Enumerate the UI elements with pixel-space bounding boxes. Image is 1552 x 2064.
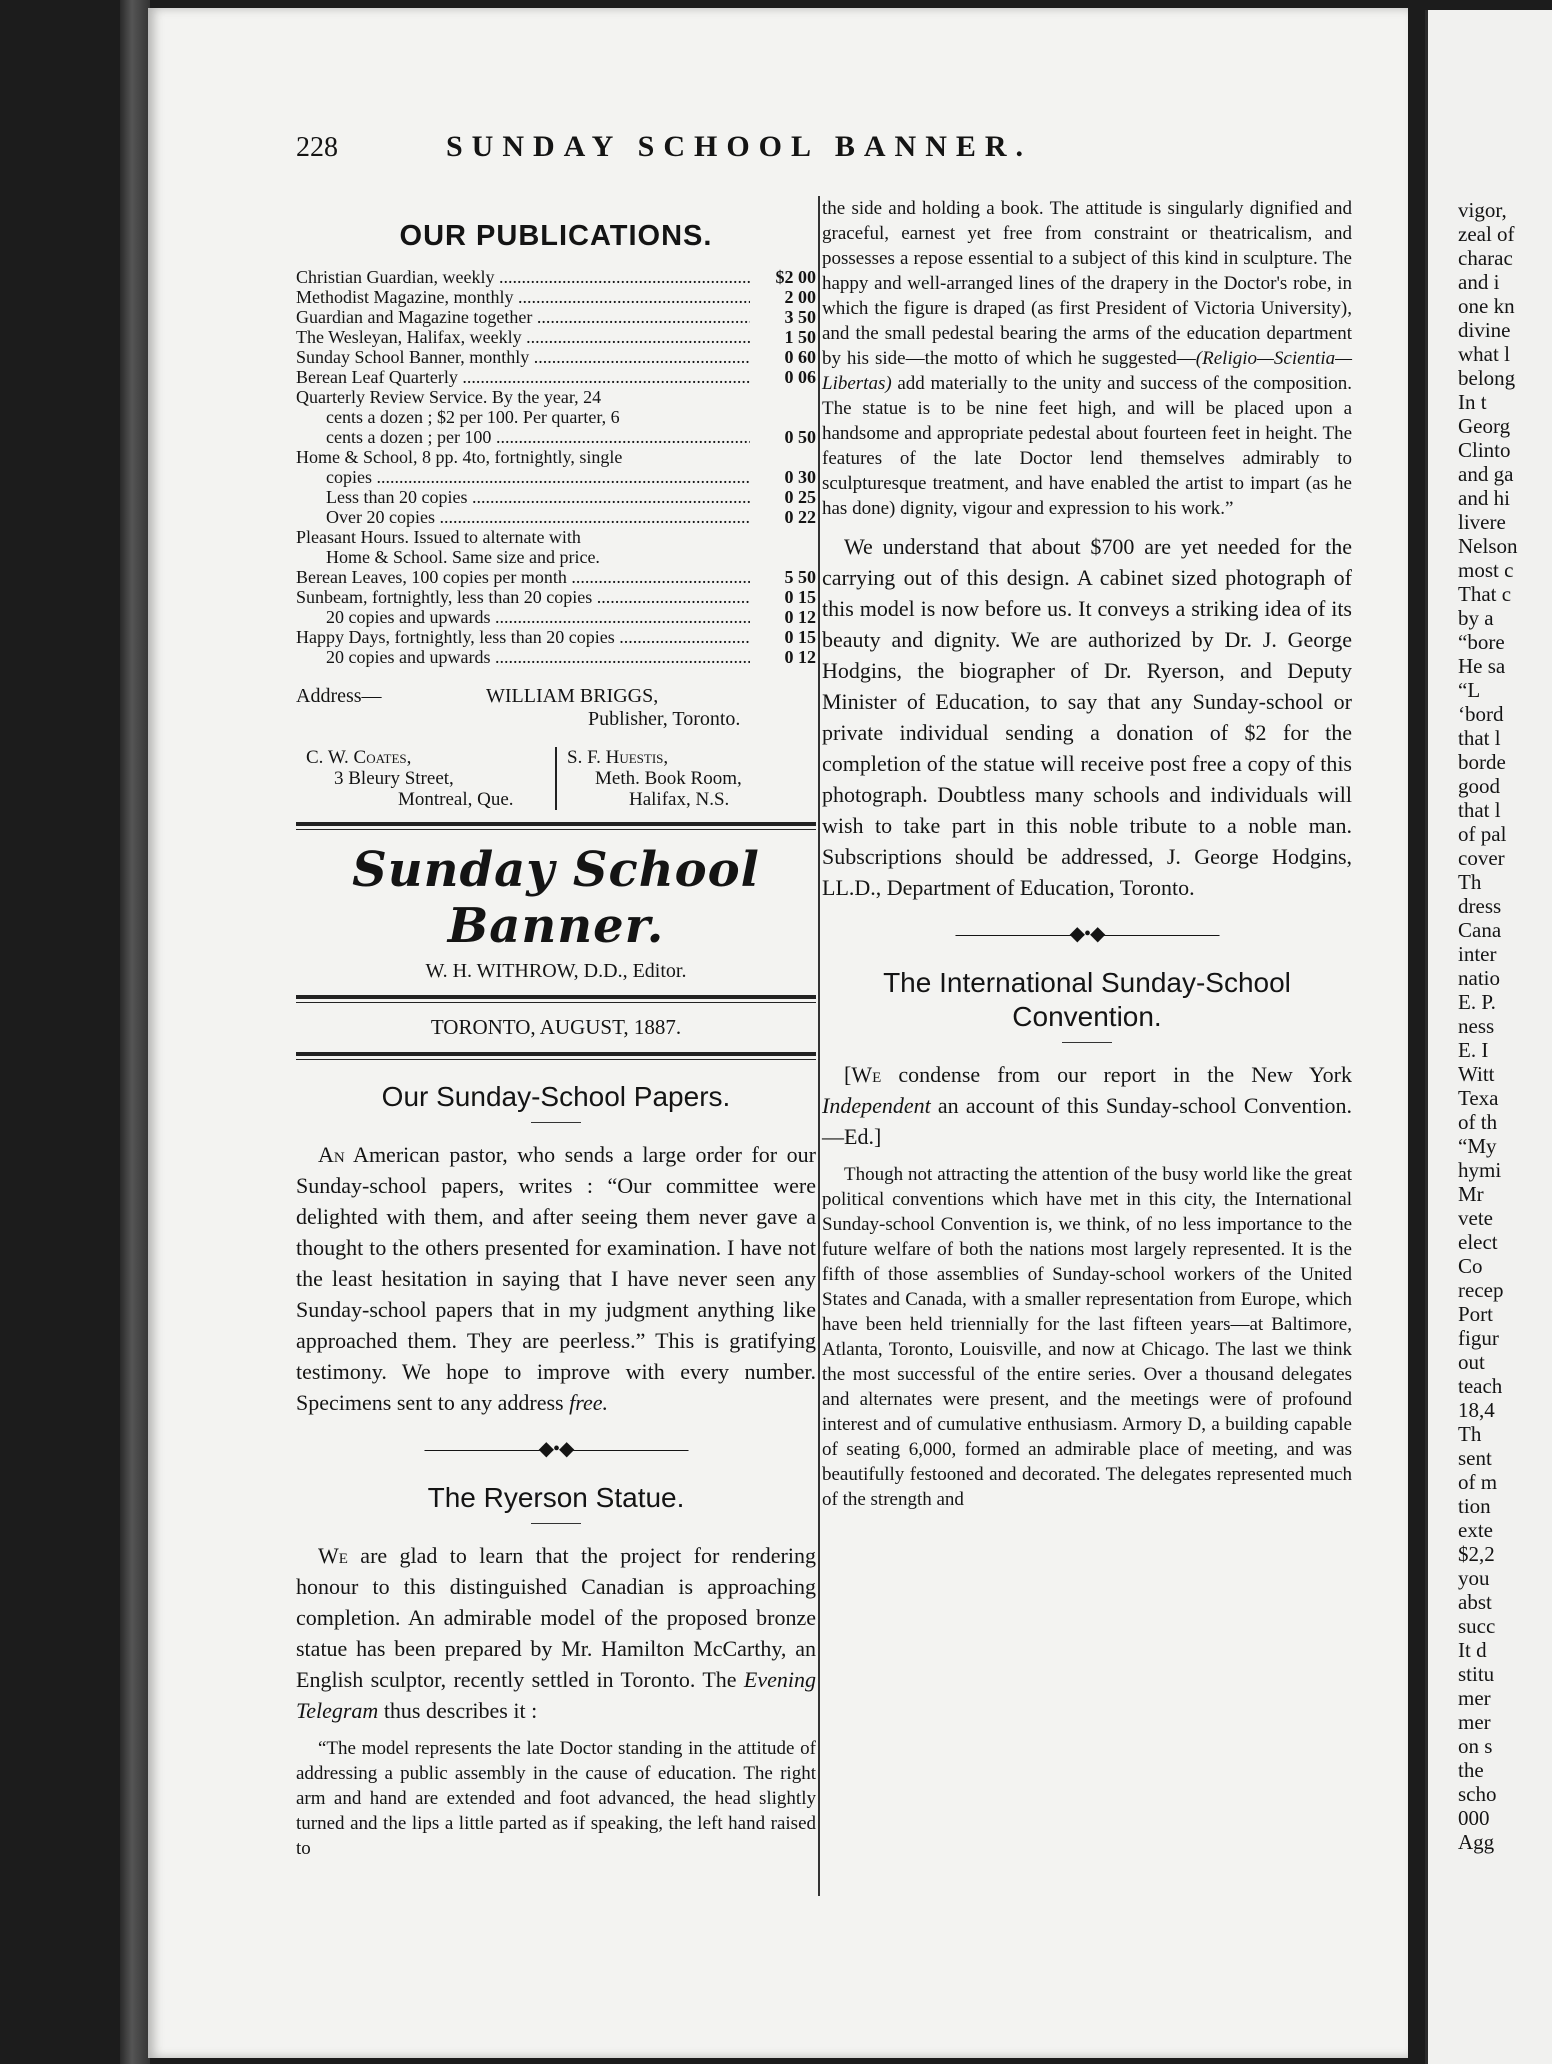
dateline: TORONTO, AUGUST, 1887. (430, 1015, 682, 1039)
publication-row (296, 487, 816, 507)
emphasis-text: (Religio—Scientia—Libertas) (822, 348, 1352, 394)
facing-line: Texa (1458, 1086, 1499, 1110)
publication-name: Sunday School Banner, monthly ..... (296, 347, 750, 367)
publication-price (750, 407, 816, 427)
facing-line: you (1458, 1566, 1490, 1590)
agents-block (296, 747, 816, 810)
facing-line: mer (1458, 1686, 1491, 1710)
paragraph-text: condense from our report in the New York (881, 1062, 1352, 1087)
facing-line: That c (1458, 582, 1512, 606)
article-paragraph: We understand that about $700 are yet needed for the carrying out of this design. A cabinet sized photograph of this model is now before us. It conveys a striking idea of its beauty and dignity. We are authorized by Dr. J. George Hodgins, the biographer of Dr. Ryerson, and Deputy Minister of Education, to say that any Sunday-school or private individual sending a donation of $2 for the completion of the statue will receive post free a copy of this photograph. Doubtless many schools and individuals will wish to take part in this noble tribute to a noble man. Subscriptions should be addressed, J. George Hodgins, LL.D., Department of Education, Toronto. (822, 534, 1352, 900)
publication-price: 0 25 (784, 487, 816, 507)
facing-line: In t (1458, 390, 1487, 414)
facing-line: 18,4 (1458, 1398, 1495, 1422)
publication-row (296, 267, 816, 287)
facing-line: and i (1458, 270, 1500, 294)
publication-row (296, 287, 816, 307)
paragraph-text: thus describes it : (378, 1698, 538, 1723)
publication-name: 20 copies and upwards ..... (296, 647, 750, 667)
facing-line: mer (1458, 1710, 1491, 1734)
publication-name: cents a dozen ; per 100 ..... (296, 427, 750, 447)
publication-price: 5 50 (784, 567, 816, 587)
publication-row (296, 507, 816, 527)
facing-line: figur (1458, 1326, 1499, 1350)
quote-paragraph: “The model represents the late Doctor standing in the attitude of addressing a public assembly in the cause of education. The right arm and hand are extended and foot advanced, the head slightly turned and the lips a little parted as if speaking, the left hand raised to (296, 1738, 816, 1859)
title-dash (1062, 1042, 1112, 1043)
column-divider (818, 196, 820, 1896)
publication-name: Berean Leaf Quarterly ..... (296, 367, 750, 387)
article-title: Our Sunday-School Papers. (381, 1081, 731, 1112)
facing-line: hymi (1458, 1158, 1502, 1182)
facing-line: “My (1458, 1134, 1497, 1158)
agent-name: C. W. Coates, (306, 747, 412, 768)
lead-word: We (318, 1543, 348, 1568)
facing-line: $2,2 (1458, 1542, 1495, 1566)
facing-line: cover (1458, 846, 1505, 870)
facing-line: Clinto (1458, 438, 1511, 462)
editor-note (822, 1059, 1352, 1152)
publication-row (296, 347, 816, 367)
masthead-title: Sunday School Banner. (352, 842, 760, 954)
facing-line: belong (1458, 366, 1516, 390)
publication-row (296, 447, 816, 467)
facing-line: Witt (1458, 1062, 1495, 1086)
publication-price (750, 547, 816, 567)
facing-line: divine (1458, 318, 1511, 342)
publication-price: 0 12 (784, 647, 816, 667)
facing-line: and ga (1458, 462, 1514, 486)
facing-line: sent (1458, 1446, 1492, 1470)
right-column (822, 196, 1352, 1522)
double-rule (296, 995, 816, 1003)
facing-line: ‘bord (1458, 702, 1504, 726)
address-block (296, 685, 816, 731)
facing-line: Port (1458, 1302, 1494, 1326)
publication-name: copies ..... (296, 467, 750, 487)
agent-montreal (296, 747, 555, 810)
facing-line: good (1458, 774, 1500, 798)
publication-price: 0 15 (784, 627, 816, 647)
emphasis-text: free. (569, 1390, 608, 1415)
publication-price: 0 06 (784, 367, 816, 387)
publisher-name: WILLIAM BRIGGS, (486, 685, 659, 707)
article-paragraph: Though not attracting the attention of the busy world like the great political conventions which have met in this city, the International Sunday-school Convention is, we think, of no less importance to the future welfare of both the nations most largely represented. It is the fifth of those assemblies of Sunday-school workers of the United States and Canada, with a smaller representation from Europe, which have been held triennially for the last fifteen years—at Baltimore, Atlanta, Toronto, Louisville, and now at Chicago. The last we think the most successful of the entire series. Over a thousand delegates and alternates were present, and the meetings were of profound interest and of cumulative enthusiasm. Armory D, a building capable of seating 6,000, formed an admirable place of meeting, and was beautifully festooned and decorated. The delegates represented much of the strength and (822, 1164, 1352, 1510)
publication-name: Happy Days, fortnightly, less than 20 copies ..... (296, 627, 750, 647)
publication-row (296, 647, 816, 667)
facing-page (1425, 10, 1552, 2064)
publication-name: Pleasant Hours. Issued to alternate with (296, 527, 581, 547)
facing-line: 000 (1458, 1806, 1490, 1830)
paragraph-text: the side and holding a book. The attitude is singularly dignified and graceful, earnest yet free from constraint or theatricalism, and possesses a repose essential to a subject of this kind in sculpture. The happy and well-arranged lines of the drapery in the Doctor's robe, in which the figure is draped (as first President of Victoria University), and the small pedestal bearing the arms of the education department by his side—the motto of which he suggested— (822, 198, 1352, 369)
facing-line: dress (1458, 894, 1502, 918)
publication-price: 0 60 (784, 347, 816, 367)
publication-name: Christian Guardian, weekly ..... (296, 267, 750, 287)
publication-price: 0 50 (784, 427, 816, 447)
facing-line: inter (1458, 942, 1497, 966)
publication-price: 2 00 (784, 287, 816, 307)
facing-line: most c (1458, 558, 1514, 582)
publication-row (296, 327, 816, 347)
facing-line: teach (1458, 1374, 1503, 1398)
facing-line: vigor, (1458, 198, 1507, 222)
publication-price: 0 15 (784, 587, 816, 607)
publication-name: Home & School. Same size and price. (326, 547, 600, 567)
article-paragraph (296, 1540, 816, 1726)
article-title: The Ryerson Statue. (427, 1482, 685, 1513)
facing-line: Cana (1458, 918, 1502, 942)
agent-line: Montreal, Que. (398, 789, 514, 810)
paragraph-text: are glad to learn that the project for rendering honour to this distinguished Canadian is approaching completion. An admirable model of the proposed bronze statue has been prepared by Mr. Hamilton McCarthy, an English sculptor, recently settled in Toronto. The (296, 1543, 816, 1692)
editor-line: W. H. WITHROW, D.D., Editor. (425, 960, 687, 982)
publication-price: 3 50 (784, 307, 816, 327)
agent-halifax (555, 747, 816, 810)
agent-line: 3 Bleury Street, (334, 768, 454, 789)
lead-word: An (318, 1142, 345, 1167)
publications-list (296, 267, 816, 667)
facing-line: Agg (1458, 1830, 1495, 1854)
facing-line: that l (1458, 726, 1501, 750)
publication-price: 0 12 (784, 607, 816, 627)
facing-line: E. P. (1458, 990, 1496, 1014)
facing-line: what l (1458, 342, 1510, 366)
article-title: The International Sunday-School Convention. (883, 967, 1291, 1032)
address-label: Address— (296, 685, 382, 707)
facing-line: Co (1458, 1254, 1483, 1278)
facing-line: borde (1458, 750, 1506, 774)
facing-line: exte (1458, 1518, 1493, 1542)
facing-line: charac (1458, 246, 1513, 270)
publication-row (296, 527, 816, 547)
publisher-place: Publisher, Toronto. (588, 708, 741, 730)
facing-page-text (1428, 198, 1552, 1854)
publication-name: Sunbeam, fortnightly, less than 20 copies ..... (296, 587, 750, 607)
facing-line: He sa (1458, 654, 1506, 678)
publication-price: 0 22 (784, 507, 816, 527)
ornament-divider (296, 1436, 816, 1461)
publication-row (296, 407, 816, 427)
emphasis-text: Evening Telegram (296, 1667, 816, 1723)
publication-name: Methodist Magazine, monthly ..... (296, 287, 750, 307)
publication-row (296, 627, 816, 647)
publication-name: Berean Leaves, 100 copies per month ..... (296, 567, 750, 587)
book-gutter (120, 0, 150, 2064)
title-dash (531, 1523, 581, 1524)
publication-name: cents a dozen ; $2 per 100. Per quarter, 6 (326, 407, 620, 427)
facing-line: the (1458, 1758, 1484, 1782)
page-number: 228 (296, 132, 338, 163)
facing-line: stitu (1458, 1662, 1495, 1686)
facing-line: elect (1458, 1230, 1498, 1254)
publication-price: 1 50 (784, 327, 816, 347)
article-paragraph (296, 1139, 816, 1418)
facing-line: of pal (1458, 822, 1507, 846)
publication-row (296, 567, 816, 587)
facing-line: by a (1458, 606, 1494, 630)
paragraph-text: add materially to the unity and success of the composition. The statue is to be nine feet high, and will be placed upon a handsome and appropriate pedestal about fourteen feet in height. The features of the late Doctor lend themselves admirably to sculpturesque treatment, and have enabled the artist to impart (as he has done) dignity, vigour and expression to his work.” (822, 373, 1352, 519)
facing-line: on s (1458, 1734, 1493, 1758)
facing-line: Mr (1458, 1182, 1484, 1206)
publication-row (296, 547, 816, 567)
publication-name: 20 copies and upwards ..... (296, 607, 750, 627)
facing-line: vete (1458, 1206, 1493, 1230)
double-rule (296, 822, 816, 830)
facing-line: tion (1458, 1494, 1491, 1518)
agent-line: Meth. Book Room, (595, 768, 742, 789)
publication-row (296, 467, 816, 487)
facing-line: zeal of (1458, 222, 1515, 246)
publications-title: OUR PUBLICATIONS. (399, 220, 713, 252)
publication-name: Less than 20 copies ..... (296, 487, 750, 507)
publication-price (750, 447, 816, 467)
facing-line: Georg (1458, 414, 1511, 438)
publication-row (296, 307, 816, 327)
facing-line: succ (1458, 1614, 1496, 1638)
facing-line: Th (1458, 1422, 1482, 1446)
publication-price (750, 387, 816, 407)
double-rule (296, 1052, 816, 1060)
facing-line: Th (1458, 870, 1482, 894)
facing-line: natio (1458, 966, 1500, 990)
facing-line: one kn (1458, 294, 1515, 318)
facing-line: It d (1458, 1638, 1487, 1662)
publication-name: Home & School, 8 pp. 4to, fortnightly, single (296, 447, 623, 467)
publication-price (750, 527, 816, 547)
paragraph-text: an account of this Sunday-school Convention.—Ed.] (822, 1093, 1352, 1149)
left-column (296, 200, 816, 1871)
agent-name: S. F. Huestis, (567, 747, 669, 768)
publication-row (296, 387, 816, 407)
quote-paragraph (822, 196, 1352, 521)
publication-price: 0 30 (784, 467, 816, 487)
facing-line: out (1458, 1350, 1485, 1374)
page-header (296, 130, 1346, 164)
facing-line: Nelson (1458, 534, 1518, 558)
lead-word: [We (844, 1062, 882, 1087)
agent-line: Halifax, N.S. (629, 789, 730, 810)
publication-row (296, 367, 816, 387)
facing-line: “bore (1458, 630, 1505, 654)
publication-price: $2 00 (775, 267, 816, 287)
publication-name: Over 20 copies ..... (296, 507, 750, 527)
publication-row (296, 427, 816, 447)
publication-name: Guardian and Magazine together ..... (296, 307, 750, 327)
publication-row (296, 587, 816, 607)
facing-line: that l (1458, 798, 1501, 822)
paragraph-text: American pastor, who sends a large order for our Sunday-school papers, writes : “Our committee were delighted with them, and after seeing them never gave a thought to the others presented for examination. I have not the least hesitation in saying that I have never seen any Sunday-school papers that in my judgment anything like approached them. They are peerless.” This is gratifying testimony. We hope to improve with every number. Specimens sent to any address (296, 1142, 816, 1415)
facing-line: of m (1458, 1470, 1498, 1494)
publication-row (296, 607, 816, 627)
emphasis-text: Independent (822, 1093, 931, 1118)
publication-name: Quarterly Review Service. By the year, 24 (296, 387, 602, 407)
facing-line: livere (1458, 510, 1506, 534)
facing-line: abst (1458, 1590, 1492, 1614)
ornament-divider (822, 921, 1352, 946)
facing-line: “L (1458, 678, 1481, 702)
running-head: SUNDAY SCHOOL BANNER. (446, 130, 1033, 163)
facing-line: E. I (1458, 1038, 1489, 1062)
facing-line: scho (1458, 1782, 1497, 1806)
facing-line: of th (1458, 1110, 1498, 1134)
publication-name: The Wesleyan, Halifax, weekly ..... (296, 327, 750, 347)
facing-line: ness (1458, 1014, 1495, 1038)
facing-line: and hi (1458, 486, 1510, 510)
title-dash (531, 1122, 581, 1123)
facing-line: recep (1458, 1278, 1504, 1302)
